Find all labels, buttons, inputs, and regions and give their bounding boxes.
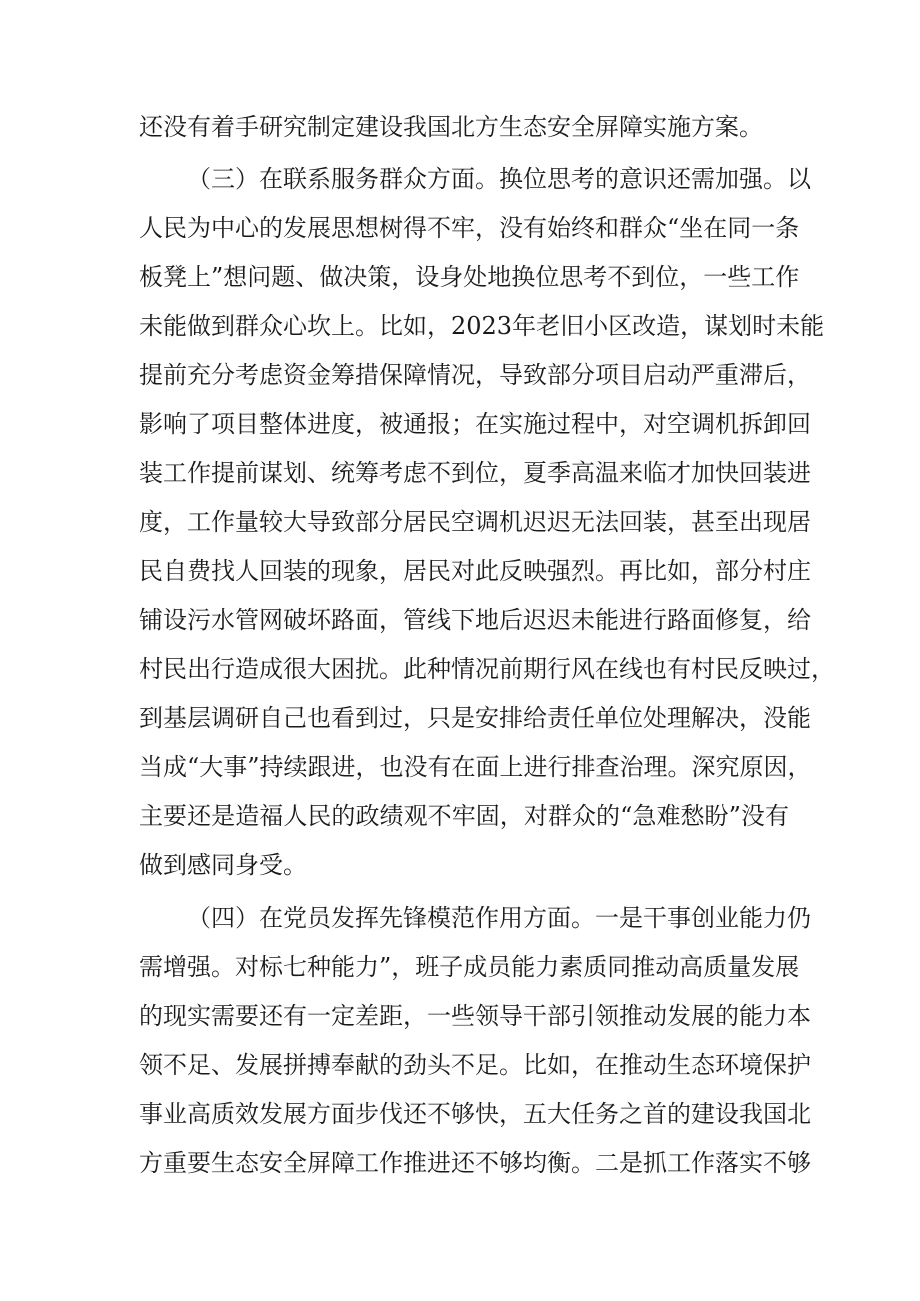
- text-line: 方重要生态安全屏障工作推进还不够均衡。二是抓工作落实不够: [139, 1149, 811, 1177]
- text-line: 未能做到群众心坎上。比如，2023年老旧小区改造，谋划时未能: [139, 312, 825, 340]
- text-line: 到基层调研自己也看到过，只是安排给责任单位处理解决，没能: [139, 704, 811, 732]
- text-line: 事业高质效发展方面步伐还不够快，五大任务之首的建设我国北: [139, 1100, 811, 1128]
- text-line: （四）在党员发挥先锋模范作用方面。一是干事创业能力仍: [187, 904, 811, 932]
- text-line: 铺设污水管网破坏路面，管线下地后迟迟未能进行路面修复，给: [139, 606, 811, 634]
- text-line: 领不足、发展拼搏奉献的劲头不足。比如，在推动生态环境保护: [139, 1051, 811, 1079]
- text-line: 主要还是造福人民的政绩观不牢固，对群众的“急难愁盼”没有: [139, 802, 789, 830]
- text-line: 提前充分考虑资金筹措保障情况，导致部分项目启动严重滞后，: [139, 361, 811, 389]
- text-line: 当成“大事”持续跟进，也没有在面上进行排查治理。深究原因，: [139, 753, 812, 781]
- text-line: 装工作提前谋划、统筹考虑不到位，夏季高温来临才加快回装进: [139, 459, 811, 487]
- text-line: 需增强。对标七种能力”，班子成员能力素质同推动高质量发展: [139, 953, 800, 981]
- text-line: 民自费找人回装的现象，居民对此反映强烈。再比如，部分村庄: [139, 557, 811, 585]
- text-line: 度，工作量较大导致部分居民空调机迟迟无法回装，甚至出现居: [139, 508, 811, 536]
- text-line: 还没有着手研究制定建设我国北方生态安全屏障实施方案。: [139, 113, 763, 141]
- text-line: 做到感同身受。: [139, 851, 307, 879]
- text-line: 人民为中心的发展思想树得不牢，没有始终和群众“坐在同一条: [139, 214, 800, 242]
- text-line: 板凳上”想问题、做决策，设身处地换位思考不到位，一些工作: [139, 263, 800, 291]
- text-line: （三）在联系服务群众方面。换位思考的意识还需加强。以: [187, 165, 811, 193]
- text-line: 影响了项目整体进度，被通报；在实施过程中，对空调机拆卸回: [139, 410, 811, 438]
- text-line: 村民出行造成很大困扰。此种情况前期行风在线也有村民反映过，: [139, 655, 835, 683]
- text-line: 的现实需要还有一定差距，一些领导干部引领推动发展的能力本: [139, 1002, 811, 1030]
